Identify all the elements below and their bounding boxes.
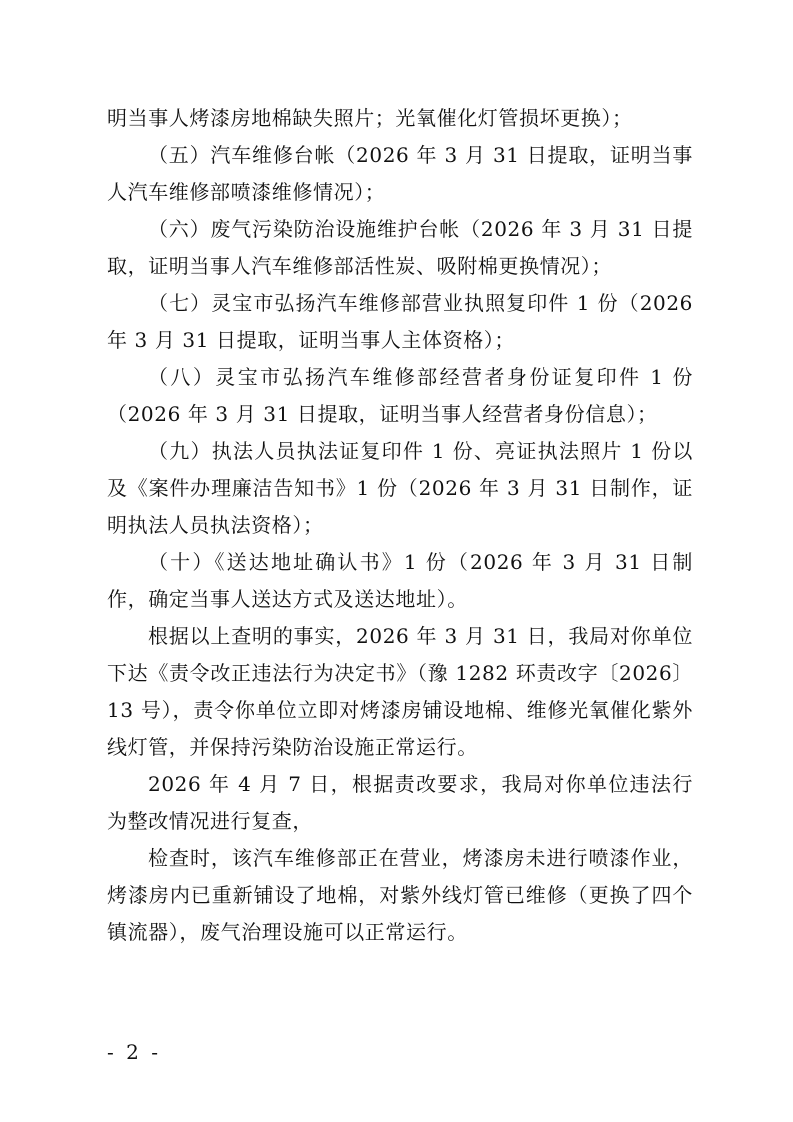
page-number: - 2 - xyxy=(107,1040,161,1064)
document-body xyxy=(107,100,693,951)
paragraph-evidence-9: （九）执法人员执法证复印件 1 份、亮证执法照片 1 份以及《案件办理廉洁告知书》1 份（2026 年 3 月 31 日制作，证明执法人员执法资格）； xyxy=(107,439,693,537)
paragraph-evidence-8: （八）灵宝市弘扬汽车维修部经营者身份证复印件 1 份（2026 年 3 月 31 日提取，证明当事人经营者身份信息）； xyxy=(107,365,693,426)
paragraph-continuation: 明当事人烤漆房地棉缺失照片；光氧催化灯管损坏更换）； xyxy=(107,106,633,130)
paragraph-recheck: 2026 年 4 月 7 日，根据责改要求，我局对你单位违法行为整改情况进行复查， xyxy=(107,772,693,833)
paragraph-evidence-6: （六）废气污染防治设施维护台帐（2026 年 3 月 31 日提取，证明当事人汽车维修部活性炭、吸附棉更换情况）； xyxy=(107,217,693,278)
paragraph-inspection-result: 检查时，该汽车维修部正在营业，烤漆房未进行喷漆作业，烤漆房内已重新铺设了地棉，对紫外线灯管已维修（更换了四个镇流器），废气治理设施可以正常运行。 xyxy=(107,846,693,944)
paragraph-evidence-7: （七）灵宝市弘扬汽车维修部营业执照复印件 1 份（2026 年 3 月 31 日提取，证明当事人主体资格）； xyxy=(107,291,693,352)
paragraph-evidence-5: （五）汽车维修台帐（2026 年 3 月 31 日提取，证明当事人汽车维修部喷漆维修情况）； xyxy=(107,143,693,204)
paragraph-correction-order: 根据以上查明的事实，2026 年 3 月 31 日，我局对你单位下达《责令改正违法行为决定书》（豫 1282 环责改字〔2026〕13 号），责令你单位立即对烤漆房铺设地棉、维修光氧催化紫外线灯管，并保持污染防治设施正常运行。 xyxy=(107,624,693,759)
paragraph-evidence-10: （十）《送达地址确认书》1 份（2026 年 3 月 31 日制作，确定当事人送达方式及送达地址）。 xyxy=(107,550,693,611)
